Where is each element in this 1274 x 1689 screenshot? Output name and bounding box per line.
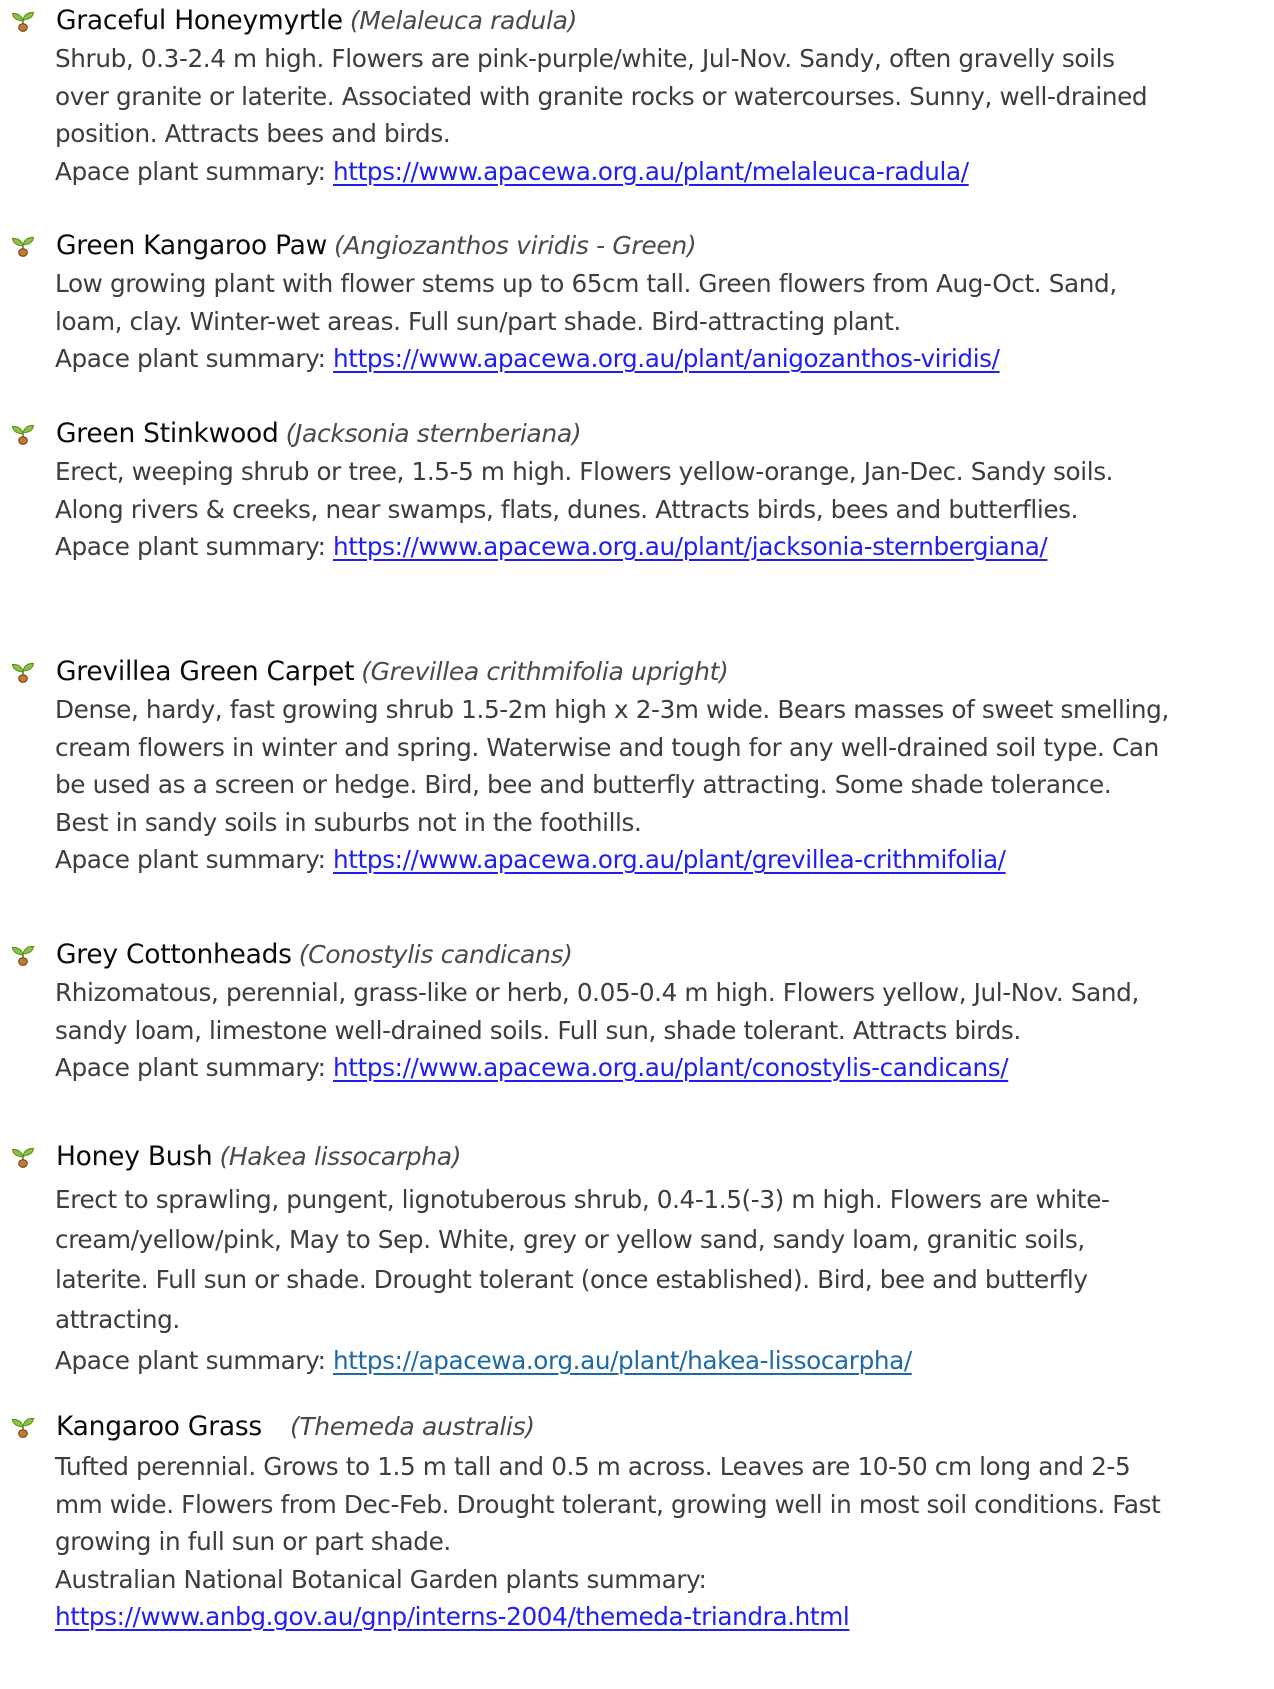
common-name: Honey Bush	[56, 1140, 213, 1172]
description-line: be used as a screen or hedge. Bird, bee and butterfly attracting. Some shade tolerance.	[55, 770, 1112, 799]
plant-description	[55, 1448, 1267, 1636]
description-line: sandy loam, limestone well-drained soils. Full sun, shade tolerant. Attracts birds.	[55, 1015, 1021, 1045]
plant-description	[55, 691, 1267, 879]
description-line: Erect, weeping shrub or tree, 1.5-5 m high. Flowers yellow-orange, Jan-Dec. Sandy soils.	[55, 457, 1114, 486]
plant-heading	[10, 934, 573, 974]
scientific-name: (Jacksonia sternberiana)	[285, 418, 582, 448]
sprout-icon	[10, 420, 36, 446]
summary-label: Apace plant summary:	[55, 532, 334, 561]
summary-line	[55, 528, 1267, 566]
description-line: cream/yellow/pink, May to Sep. White, grey or yellow sand, sandy loam, granitic soils,	[55, 1225, 1085, 1254]
summary-line	[55, 1049, 1267, 1087]
plant-description	[55, 265, 1267, 378]
summary-line	[55, 841, 1267, 879]
scientific-name: (Melaleuca radula)	[349, 5, 578, 35]
summary-line	[55, 153, 1267, 191]
common-name: Green Kangaroo Paw	[56, 229, 328, 261]
plant-summary-link[interactable]: https://apacewa.org.au/plant/hakea-lissocarpha/	[333, 1346, 912, 1375]
scientific-name: (Grevillea crithmifolia upright)	[361, 656, 729, 686]
description-line: Shrub, 0.3-2.4 m high. Flowers are pink-purple/white, Jul-Nov. Sandy, often gravelly soils	[55, 44, 1115, 73]
summary-line	[55, 340, 1267, 378]
summary-link-line	[55, 1598, 1267, 1636]
plant-heading	[10, 0, 577, 40]
description-line: position. Attracts bees and birds.	[55, 119, 451, 148]
plant-summary-link[interactable]: https://www.apacewa.org.au/plant/grevillea-crithmifolia/	[333, 845, 1006, 874]
plant-heading	[10, 225, 696, 265]
summary-label: Australian National Botanical Garden plants summary:	[55, 1564, 707, 1594]
plant-description	[55, 1180, 1267, 1382]
description-line: Along rivers & creeks, near swamps, flats, dunes. Attracts birds, bees and butterflies.	[55, 494, 1079, 524]
summary-label: Apace plant summary:	[55, 1053, 334, 1082]
common-name: Graceful Honeymyrtle	[56, 4, 343, 36]
plant-description	[55, 40, 1267, 190]
plant-summary-link[interactable]: https://www.apacewa.org.au/plant/jacksonia-sternbergiana/	[333, 532, 1048, 561]
description-line: over granite or laterite. Associated with granite rocks or watercourses. Sunny, well-drained	[55, 81, 1148, 111]
description-line: Tufted perennial. Grows to 1.5 m tall and 0.5 m across. Leaves are 10-50 cm long and 2-5	[55, 1452, 1131, 1481]
plant-heading	[10, 413, 581, 453]
common-name: Grey Cottonheads	[56, 938, 292, 970]
plant-heading	[10, 651, 728, 691]
description-line: laterite. Full sun or shade. Drought tolerant (once established). Bird, bee and butterfly	[55, 1265, 1088, 1294]
description-line: Best in sandy soils in suburbs not in the foothills.	[55, 807, 642, 837]
description-line: mm wide. Flowers from Dec-Feb. Drought tolerant, growing well in most soil conditions. Fast	[55, 1489, 1161, 1519]
description-line: Dense, hardy, fast growing shrub 1.5-2m high x 2-3m wide. Bears masses of sweet smelling,	[55, 695, 1169, 724]
summary-label: Apace plant summary:	[55, 156, 334, 186]
scientific-name: (Hakea lissocarpha)	[219, 1141, 462, 1171]
plant-summary-link[interactable]: https://www.anbg.gov.au/gnp/interns-2004/themeda-triandra.html	[55, 1602, 850, 1631]
summary-label: Apace plant summary:	[55, 845, 334, 874]
description-line: Rhizomatous, perennial, grass-like or herb, 0.05-0.4 m high. Flowers yellow, Jul-Nov. Sand,	[55, 978, 1139, 1007]
plant-summary-link[interactable]: https://www.apacewa.org.au/plant/conostylis-candicans/	[333, 1053, 1009, 1082]
sprout-icon	[10, 658, 36, 684]
common-name: Green Stinkwood	[56, 417, 279, 449]
plant-heading	[10, 1406, 535, 1446]
description-line: attracting.	[55, 1305, 180, 1334]
plant-description	[55, 453, 1267, 566]
sprout-icon	[10, 941, 36, 967]
sprout-icon	[10, 232, 36, 258]
summary-label: Apace plant summary:	[55, 1346, 334, 1375]
plant-heading	[10, 1136, 461, 1176]
description-line: growing in full sun or part shade.	[55, 1527, 451, 1556]
common-name: Grevillea Green Carpet	[56, 655, 355, 687]
scientific-name: (Themeda australis)	[289, 1411, 535, 1441]
description-line: Erect to sprawling, pungent, lignotuberous shrub, 0.4-1.5(-3) m high. Flowers are white-	[55, 1185, 1110, 1214]
description-line: loam, clay. Winter-wet areas. Full sun/part shade. Bird-attracting plant.	[55, 306, 901, 336]
description-line: cream flowers in winter and spring. Waterwise and tough for any well-drained soil type. Can	[55, 732, 1159, 762]
summary-line	[55, 1340, 1267, 1382]
plant-description	[55, 974, 1267, 1087]
plant-summary-link[interactable]: https://www.apacewa.org.au/plant/anigozanthos-viridis/	[333, 344, 1000, 373]
sprout-icon	[10, 7, 36, 33]
scientific-name: (Conostylis candicans)	[298, 939, 573, 969]
common-name: Kangaroo Grass	[56, 1410, 262, 1442]
scientific-name: (Angiozanthos viridis - Green)	[334, 230, 697, 260]
sprout-icon	[10, 1413, 36, 1439]
summary-label: Apace plant summary:	[55, 344, 334, 373]
sprout-icon	[10, 1143, 36, 1169]
plant-summary-link[interactable]: https://www.apacewa.org.au/plant/melaleuca-radula/	[333, 156, 969, 186]
description-line: Low growing plant with flower stems up to 65cm tall. Green flowers from Aug-Oct. Sand,	[55, 269, 1117, 298]
